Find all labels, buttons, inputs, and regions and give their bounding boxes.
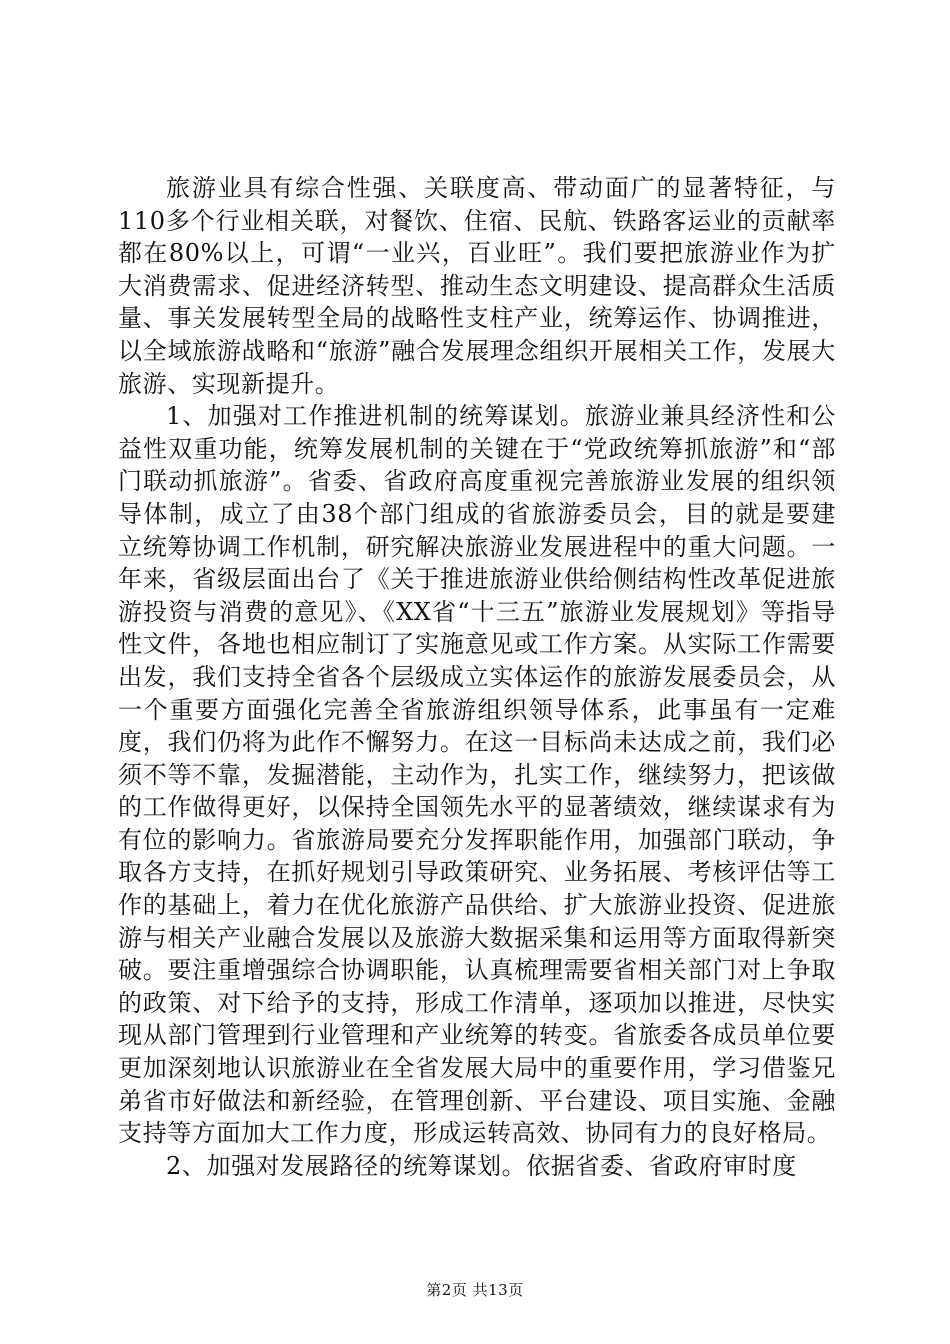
paragraph-section-2: 2、加强对发展路径的统筹谋划。依据省委、省政府审时度 <box>166 1151 797 1180</box>
page-footer: 第2页 共13页 <box>426 1281 524 1299</box>
paragraph-intro: 旅游业具有综合性强、关联度高、带动面广的显著特征，与110多个行业相关联，对餐饮、住宿、民航、铁路客运业的贡献率都在80%以上，可谓“一业兴，百业旺”。我们要把旅游业作为扩大消费需求、促进经济转型、推动生态文明建设、提高群众生活质量、事关发展转型全局的战略性支柱产业，统筹运作、协调推进，以全域旅游战略和“旅游”融合发展理念组织开展相关工作，发展大旅游、实现新提升。 <box>118 174 836 398</box>
document-body <box>118 172 836 1182</box>
paragraph-section-1: 1、加强对工作推进机制的统筹谋划。旅游业兼具经济性和公益性双重功能，统筹发展机制的关键在于“党政统筹抓旅游”和“部门联动抓旅游”。省委、省政府高度重视完善旅游业发展的组织领导体制，成立了由38个部门组成的省旅游委员会，目的就是要建立统筹协调工作机制，研究解决旅游业发展进程中的重大问题。一年来，省级层面出台了《关于推进旅游业供给侧结构性改革促进旅游投资与消费的意见》、《XX省“十三五”旅游业发展规划》等指导性文件，各地也相应制订了实施意见或工作方案。从实际工作需要出发，我们支持全省各个层级成立实体运作的旅游发展委员会，从一个重要方面强化完善全省旅游组织领导体系，此事虽有一定难度，我们仍将为此作不懈努力。在这一目标尚未达成之前，我们必须不等不靠，发掘潜能，主动作为，扎实工作，继续努力，把该做的工作做得更好，以保持全国领先水平的显著绩效，继续谋求有为有位的影响力。省旅游局要充分发挥职能作用，加强部门联动，争取各方支持，在抓好规划引导政策研究、业务拓展、考核评估等工作的基础上，着力在优化旅游产品供给、扩大旅游业投资、促进旅游与相关产业融合发展以及旅游大数据采集和运用等方面取得新突破。要注重增强综合协调职能，认真梳理需要省相关部门对上争取的政策、对下给予的支持，形成工作清单，逐项加以推进，尽快实现从部门管理到行业管理和产业统筹的转变。省旅委各成员单位要更加深刻地认识旅游业在全省发展大局中的重要作用，学习借鉴兄弟省市好做法和新经验，在管理创新、平台建设、项目实施、金融支持等方面加大工作力度，形成运转高效、协同有力的良好格局。 <box>118 402 836 1148</box>
